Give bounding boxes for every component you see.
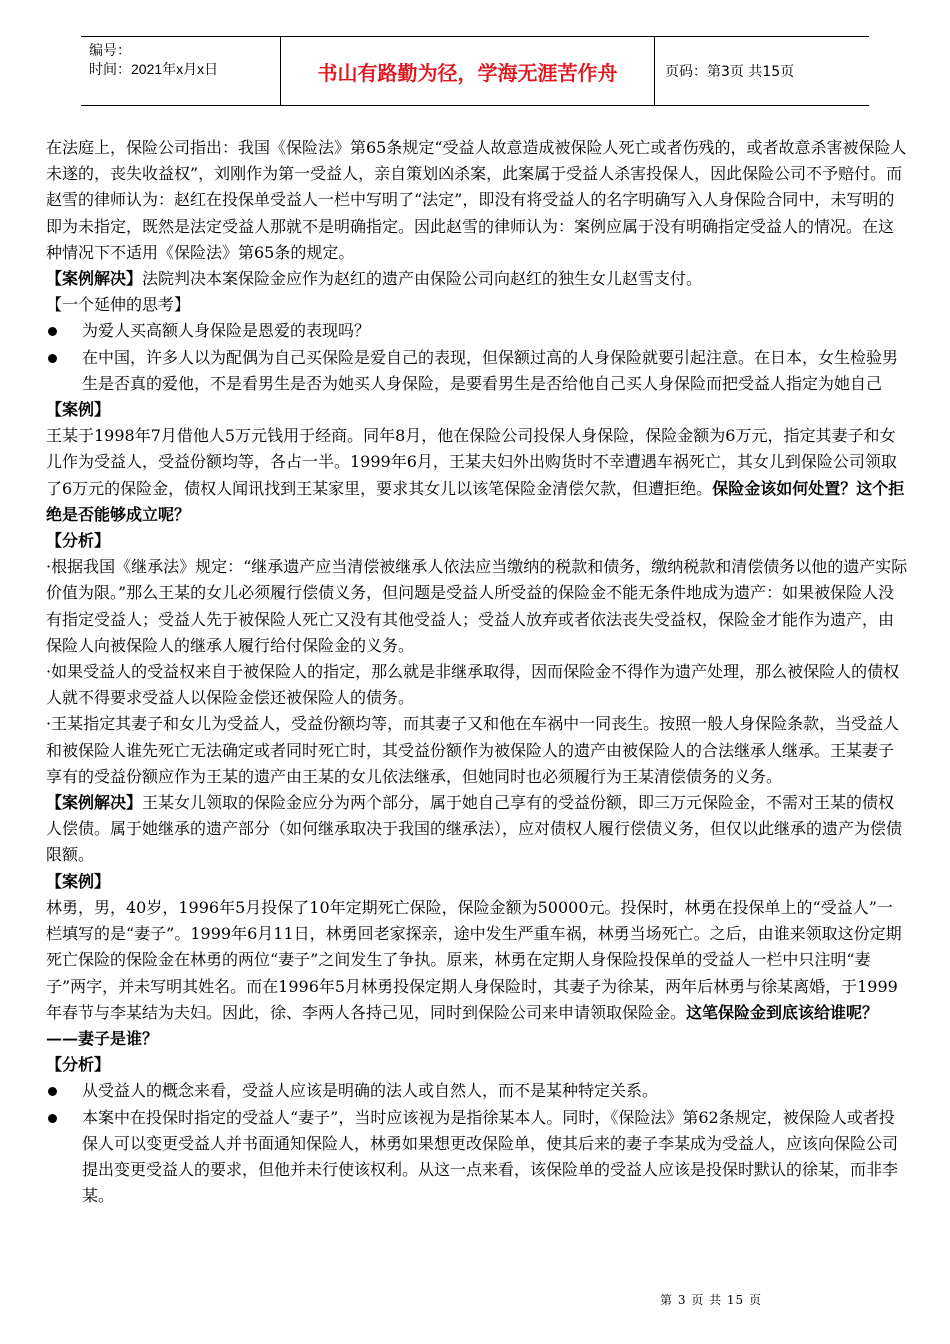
- header-page-cell: [655, 37, 869, 105]
- bullet-icon: [48, 1087, 57, 1096]
- section-heading-analysis: 【分析】: [46, 1055, 111, 1075]
- case-question: 这笔保险金到底该给谁呢？——妻子是谁？: [46, 1002, 879, 1048]
- section-heading-analysis: 【分析】: [46, 531, 111, 551]
- analysis-paragraph: ·如果受益人的受益权来自于被保险人的指定，那么就是非继承取得，因而保险金不得作为遗产处理，那么被保险人的债权人就不得要求受益人以保险金偿还被保险人的债务。: [46, 662, 900, 708]
- solution-text: 王某女儿领取的保险金应分为两个部分，属于她自己享有的受益份额，即三万元保险金，不需对王某的债权人偿债。属于她继承的遗产部分（如何继承取决于我国的继承法），应对债权人履行偿债义务，但仅以此继承的遗产为偿债限额。: [46, 793, 903, 865]
- bullet-item: [46, 345, 908, 397]
- section-heading-extend: 【一个延伸的思考】: [46, 295, 191, 315]
- bullet-icon: [48, 1114, 57, 1123]
- bullet-text: 从受益人的概念来看，受益人应该是明确的法人或自然人，而不是某种特定关系。: [82, 1081, 659, 1101]
- bullet-item: [46, 318, 908, 344]
- bullet-icon: [48, 327, 57, 336]
- paragraph-court: 在法庭上，保险公司指出：我国《保险法》第65条规定“受益人故意造成被保险人死亡或者伤残的，或者故意杀害被保险人未遂的，丧失收益权”，刘刚作为第一受益人，亲自策划凶杀案，此案属于受益人杀害投保人，因此保险公司不予赔付。而赵雪的律师认为：赵红在投保单受益人一栏中写明了“法定”，即没有将受益人的名字明确写入人身保险合同中，未写明的即为未指定，既然是法定受益人那就不是明确指定。因此赵雪的律师认为：案例应属于没有明确指定受益人的情况。在这种情况下不适用《保险法》第65条的规定。: [46, 138, 907, 262]
- time-label: 时间：2021年x月x日: [89, 61, 219, 77]
- document-body: [46, 135, 908, 1209]
- case-text: 林勇，男，40岁，1996年5月投保了10年定期死亡保险，保险金额为50000元。投保时，林勇在投保单上的“受益人”一栏填写的是“妻子”。1999年6月11日，林勇回老家探亲，途中发生严重车祸，林勇当场死亡。之后，由谁来领取这份定期死亡保险的保险金在林勇的两位“妻子”之间发生了争执。原来，林勇在定期人身保险投保单的受益人一栏中只注明“妻子”两字，并未写明其姓名。而在1996年5月林勇投保定期人身保险时，其妻子为徐某，两年后林勇与徐某离婚，于1999年春节与李某结为夫妇。因此，徐、李两人各持己见，同时到保险公司来申请领取保险金。: [46, 897, 902, 1022]
- solution-paragraph-2: [46, 790, 908, 869]
- bullet-item: [46, 1105, 908, 1210]
- number-label: 编号：: [89, 42, 131, 58]
- analysis-paragraph: ·王某指定其妻子和女儿为受益人，受益份额均等，而其妻子又和他在车祸中一同丧生。按照一般人身保险条款，当受益人和被保险人谁先死亡无法确定或者同时死亡时，其受益份额作为被保险人的遗产由被保险人的合法继承人继承。王某妻子享有的受益份额应作为王某的遗产由王某的女儿依法继承，但她同时也必须履行为王某清偿债务的义务。: [46, 714, 900, 786]
- bullet-text: 为爱人买高额人身保险是恩爱的表现吗？: [82, 321, 371, 341]
- header-left-cell: [81, 37, 281, 105]
- analysis-paragraph: ·根据我国《继承法》规定：“继承遗产应当清偿被继承人依法应当缴纳的税款和债务，缴纳税款和清偿债务以他的遗产实际价值为限。”那么王某的女儿必须履行偿债义务，但问题是受益人所受益的保险金不能无条件地成为遗产：如果被保险人没有指定受益人；受益人先于被保险人死亡又没有其他受益人；受益人放弃或者依法丧失受益权，保险金才能作为遗产，由保险人向被保险人的继承人履行给付保险金的义务。: [46, 557, 908, 655]
- case-paragraph-1: [46, 423, 908, 528]
- page-header: [81, 36, 869, 106]
- case-text: 王某于1998年7月借他人5万元钱用于经商。同年8月，他在保险公司投保人身保险，保险金额为6万元，指定其妻子和女儿作为受益人，受益份额均等，各占一半。1999年6月，王某夫妇外出购货时不幸遭遇车祸死亡，其女儿到保险公司领取了6万元的保险金，债权人闻讯找到王某家里，要求其女儿以该笔保险金清偿欠款，但遭拒绝。: [46, 426, 897, 498]
- solution-text: 法院判决本案保险金应作为赵红的遗产由保险公司向赵红的独生女儿赵雪支付。: [142, 269, 703, 289]
- section-heading-case: 【案例】: [46, 400, 111, 420]
- section-heading-case: 【案例】: [46, 871, 111, 891]
- case-question: 保险金该如何处置？这个拒绝是否能够成立呢？: [46, 478, 905, 524]
- bullet-icon: [48, 354, 57, 363]
- header-motto-cell: [281, 37, 655, 105]
- page-footer: 第 3 页 共 15 页: [660, 1293, 762, 1307]
- bullet-text: 本案中在投保时指定的受益人“妻子”，当时应该视为是指徐某本人。同时，《保险法》第62条规定，被保险人或者投保人可以变更受益人并书面通知保险人，林勇如果想更改保险单，使其后来的妻子李某成为受益人，应该向保险公司提出变更受益人的要求，但他并未行使该权利。从这一点来看，该保险单的受益人应该是投保时默认的徐某，而非李某。: [82, 1107, 899, 1206]
- bullet-text: 在中国，许多人以为配偶为自己买保险是爱自己的表现，但保额过高的人身保险就要引起注意。在日本，女生检验男生是否真的爱他，不是看男生是否为她买人身保险，是要看男生是否给他自己买人身保险而把受益人指定为她自己: [82, 347, 899, 393]
- bullet-item: [46, 1078, 908, 1104]
- section-heading: 【案例解决】: [46, 793, 143, 813]
- page-label: 页码：第3页 共15页: [665, 64, 795, 80]
- section-heading: 【案例解决】: [46, 269, 143, 289]
- motto-text: 书山有路勤为径，学海无涯苦作舟: [317, 60, 618, 85]
- solution-paragraph-1: [46, 266, 908, 292]
- case-paragraph-2: [46, 895, 908, 1052]
